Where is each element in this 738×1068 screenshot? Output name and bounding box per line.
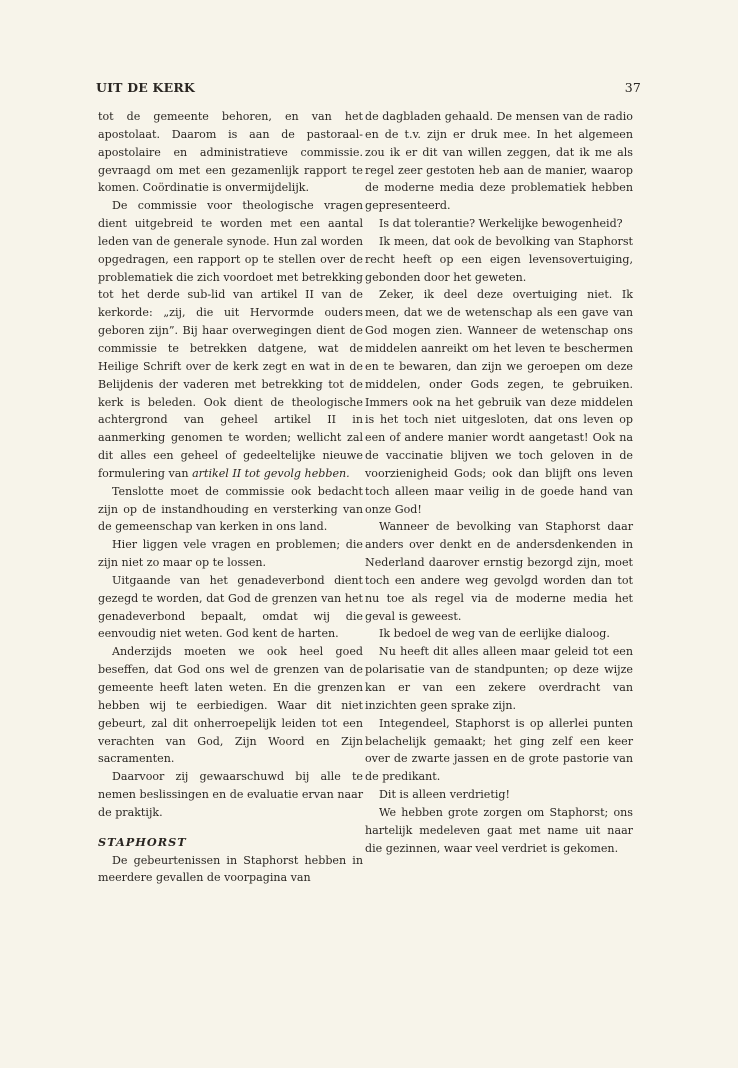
paragraph: Daarvoor zij gewaarschuwd bij alle te nemen beslissingen en de evaluatie ervan naar de praktijk. [98, 770, 363, 819]
italic-phrase: artikel II tot gevolg hebben. [192, 466, 350, 480]
paragraph: tot de gemeente behoren, en van het apostolaat. Daarom is aan de pastoraal-apostolaire en administratieve commissie. gevraagd om met een gezamenlijk rapport te komen. Coördinatie is onvermijdelijk. [98, 110, 363, 195]
paragraph: Wanneer de bevolking van Staphorst daar anders over denkt en de andersdenkenden in Nederland daarover ernstig bezorgd zijn, moet toch een andere weg gevolgd worden dan tot nu toe als regel via de moderne media het geval is geweest. [365, 520, 633, 623]
section-heading: STAPHORST [98, 834, 187, 849]
page-number: 37 [624, 80, 641, 95]
running-title: UIT DE KERK [96, 80, 195, 95]
paragraph-text: De commissie voor theologische vragen dient uitgebreid te worden met een aantal leden van de generale synode. Hun zal worden opgedragen, een rapport op te stellen over de problematiek die zich voordoet met betrekking tot het derde sub-lid van artikel II van de kerkorde: „zij, die uit Hervormde ouders geboren zijn”. Bij haar overwegingen dient de commissie te betrekken datgene, wat de Heilige Schrift over de kerk zegt en wat in de Belijdenis der vaderen met betrekking tot de kerk is beleden. Ook dient de theologische achtergrond van geheel artikel II in aanmerking genomen te worden; wellicht zal dit alles een geheel of gedeeltelijke nieuwe formulering van [98, 199, 363, 480]
paragraph [98, 197, 363, 483]
paragraph: Tenslotte moet de commissie ook bedacht zijn op de instandhouding en versterking van de gemeenschap van kerken in ons land. [98, 484, 363, 534]
paragraph: Uitgaande van het genadeverbond dient gezegd te worden, dat God de grenzen van het genadeverbond bepaalt, omdat wij die eenvoudig niet weten. God kent de harten. [98, 573, 363, 641]
paragraph: We hebben grote zorgen om Staphorst; ons hartelijk medeleven gaat met name uit naar die gezinnen, waar veel verdriet is gekomen. [365, 805, 633, 855]
paragraph: de dagbladen gehaald. De mensen van de radio en de t.v. zijn er druk mee. In het algemeen zou ik er dit van willen zeggen, dat ik me als regel zeer gestoten heb aan de manier, waarop de moderne media deze problematiek hebben gepresenteerd. [365, 110, 633, 213]
right-column [365, 108, 633, 857]
paragraph: Is dat tolerantie? Werkelijke bewogenheid? [379, 217, 623, 231]
paragraph: Integendeel, Staphorst is op allerlei punten belachelijk gemaakt; het ging zelf een keer over de zwarte jassen en de grote pastorie van de predikant. [365, 716, 633, 784]
left-column [98, 108, 363, 887]
paragraph: Nu heeft dit alles alleen maar geleid tot een polarisatie van de standpunten; op deze wijze kan er van een zekere overdracht van inzichten geen sprake zijn. [365, 645, 633, 712]
paragraph: De gebeurtenissen in Staphorst hebben in meerdere gevallen de voorpagina van [98, 853, 363, 885]
paragraph: Ik bedoel de weg van de eerlijke dialoog. [379, 627, 610, 641]
paragraph: Anderzijds moeten we ook heel goed beseffen, dat God ons wel de grenzen van de gemeente heeft laten weten. En die grenzen hebben wij te eerbiedigen. Waar dit niet gebeurt, zal dit onherroepelijk leiden tot een verachten van God, Zijn Woord en Zijn sacramenten. [98, 645, 363, 766]
paragraph: Dit is alleen verdrietig! [379, 788, 510, 802]
running-header [96, 80, 641, 98]
paragraph: Zeker, ik deel deze overtuiging niet. Ik meen, dat we de wetenschap als een gave van God mogen zien. Wanneer de wetenschap ons middelen aanreikt om het leven te beschermen en te bewaren, dan zijn we geroepen om deze middelen, onder Gods zegen, te gebruiken. Immers ook na het gebruik van deze middelen is het toch niet uitgesloten, dat ons leven op een of andere manier wordt aangetast! Ook na de vaccinatie blijven we toch geloven in de voorzienigheid Gods; ook dan blijft ons leven toch alleen maar veilig in de goede hand van onze God! [365, 288, 633, 516]
paragraph: Hier liggen vele vragen en problemen; die zijn niet zo maar op te lossen. [98, 538, 363, 570]
paragraph: Ik meen, dat ook de bevolking van Staphorst recht heeft op een eigen levensovertuiging, gebonden door het geweten. [365, 234, 633, 284]
